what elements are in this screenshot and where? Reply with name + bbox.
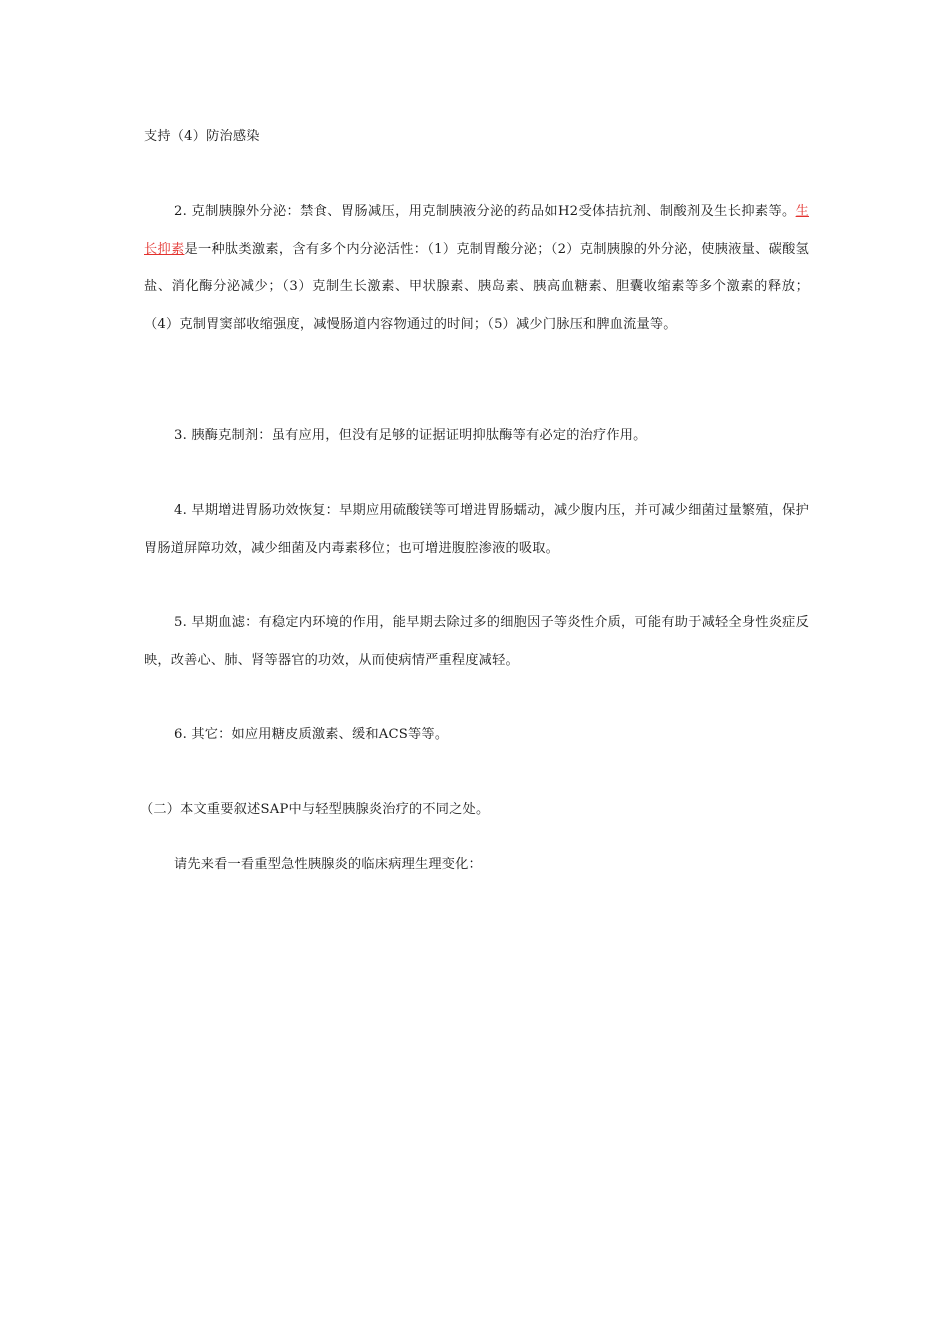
paragraph-enzyme-inhibitor: 3. 胰酶克制剂：虽有应用，但没有足够的证据证明抑肽酶等有必定的治疗作用。	[174, 428, 647, 443]
paragraph-pancreatic-secretion	[144, 193, 809, 343]
paragraph-pancreatic-secretion-intro: 2. 克制胰腺外分泌：禁食、胃肠减压，用克制胰液分泌的药品如H2受体拮抗剂、制酸剂及生长抑素等。	[174, 204, 796, 219]
paragraph-pancreatic-secretion-body: 是一种肽类激素，含有多个内分泌活性：（1）克制胃酸分泌；（2）克制胰腺的外分泌，使胰液量、碳酸氢盐、消化酶分泌减少；（3）克制生长激素、甲状腺素、胰岛素、胰高血糖素、胆囊收缩素等多个激素的释放；（4）克制胃窦部收缩强度，减慢肠道内容物通过的时间；（5）减少门脉压和脾血流量等。	[144, 241, 809, 332]
paragraph-gastrointestinal-recovery: 4. 早期增进胃肠功效恢复：早期应用硫酸镁等可增进胃肠蠕动，减少腹内压，并可减少细菌过量繁殖，保护胃肠道屏障功效，减少细菌及内毒素移位；也可增进腹腔渗液的吸取。	[144, 503, 809, 556]
paragraph-other-treatments: 6. 其它：如应用糖皮质激素、缓和ACS等等。	[174, 727, 449, 742]
paragraph-pathophysiology-intro: 请先来看一看重型急性胰腺炎的临床病理生理变化：	[174, 857, 482, 872]
paragraph-infection-control: 支持（4）防治感染	[144, 129, 260, 144]
section-heading-sap: （二）本文重要叙述SAP中与轻型胰腺炎治疗的不同之处。	[140, 802, 490, 817]
somatostatin-link[interactable]: 生长抑素	[144, 204, 809, 257]
paragraph-blood-filtration: 5. 早期血滤：有稳定内环境的作用，能早期去除过多的细胞因子等炎性介质，可能有助于减轻全身性炎症反映，改善心、肺、肾等器官的功效，从而使病情严重程度减轻。	[144, 615, 809, 668]
